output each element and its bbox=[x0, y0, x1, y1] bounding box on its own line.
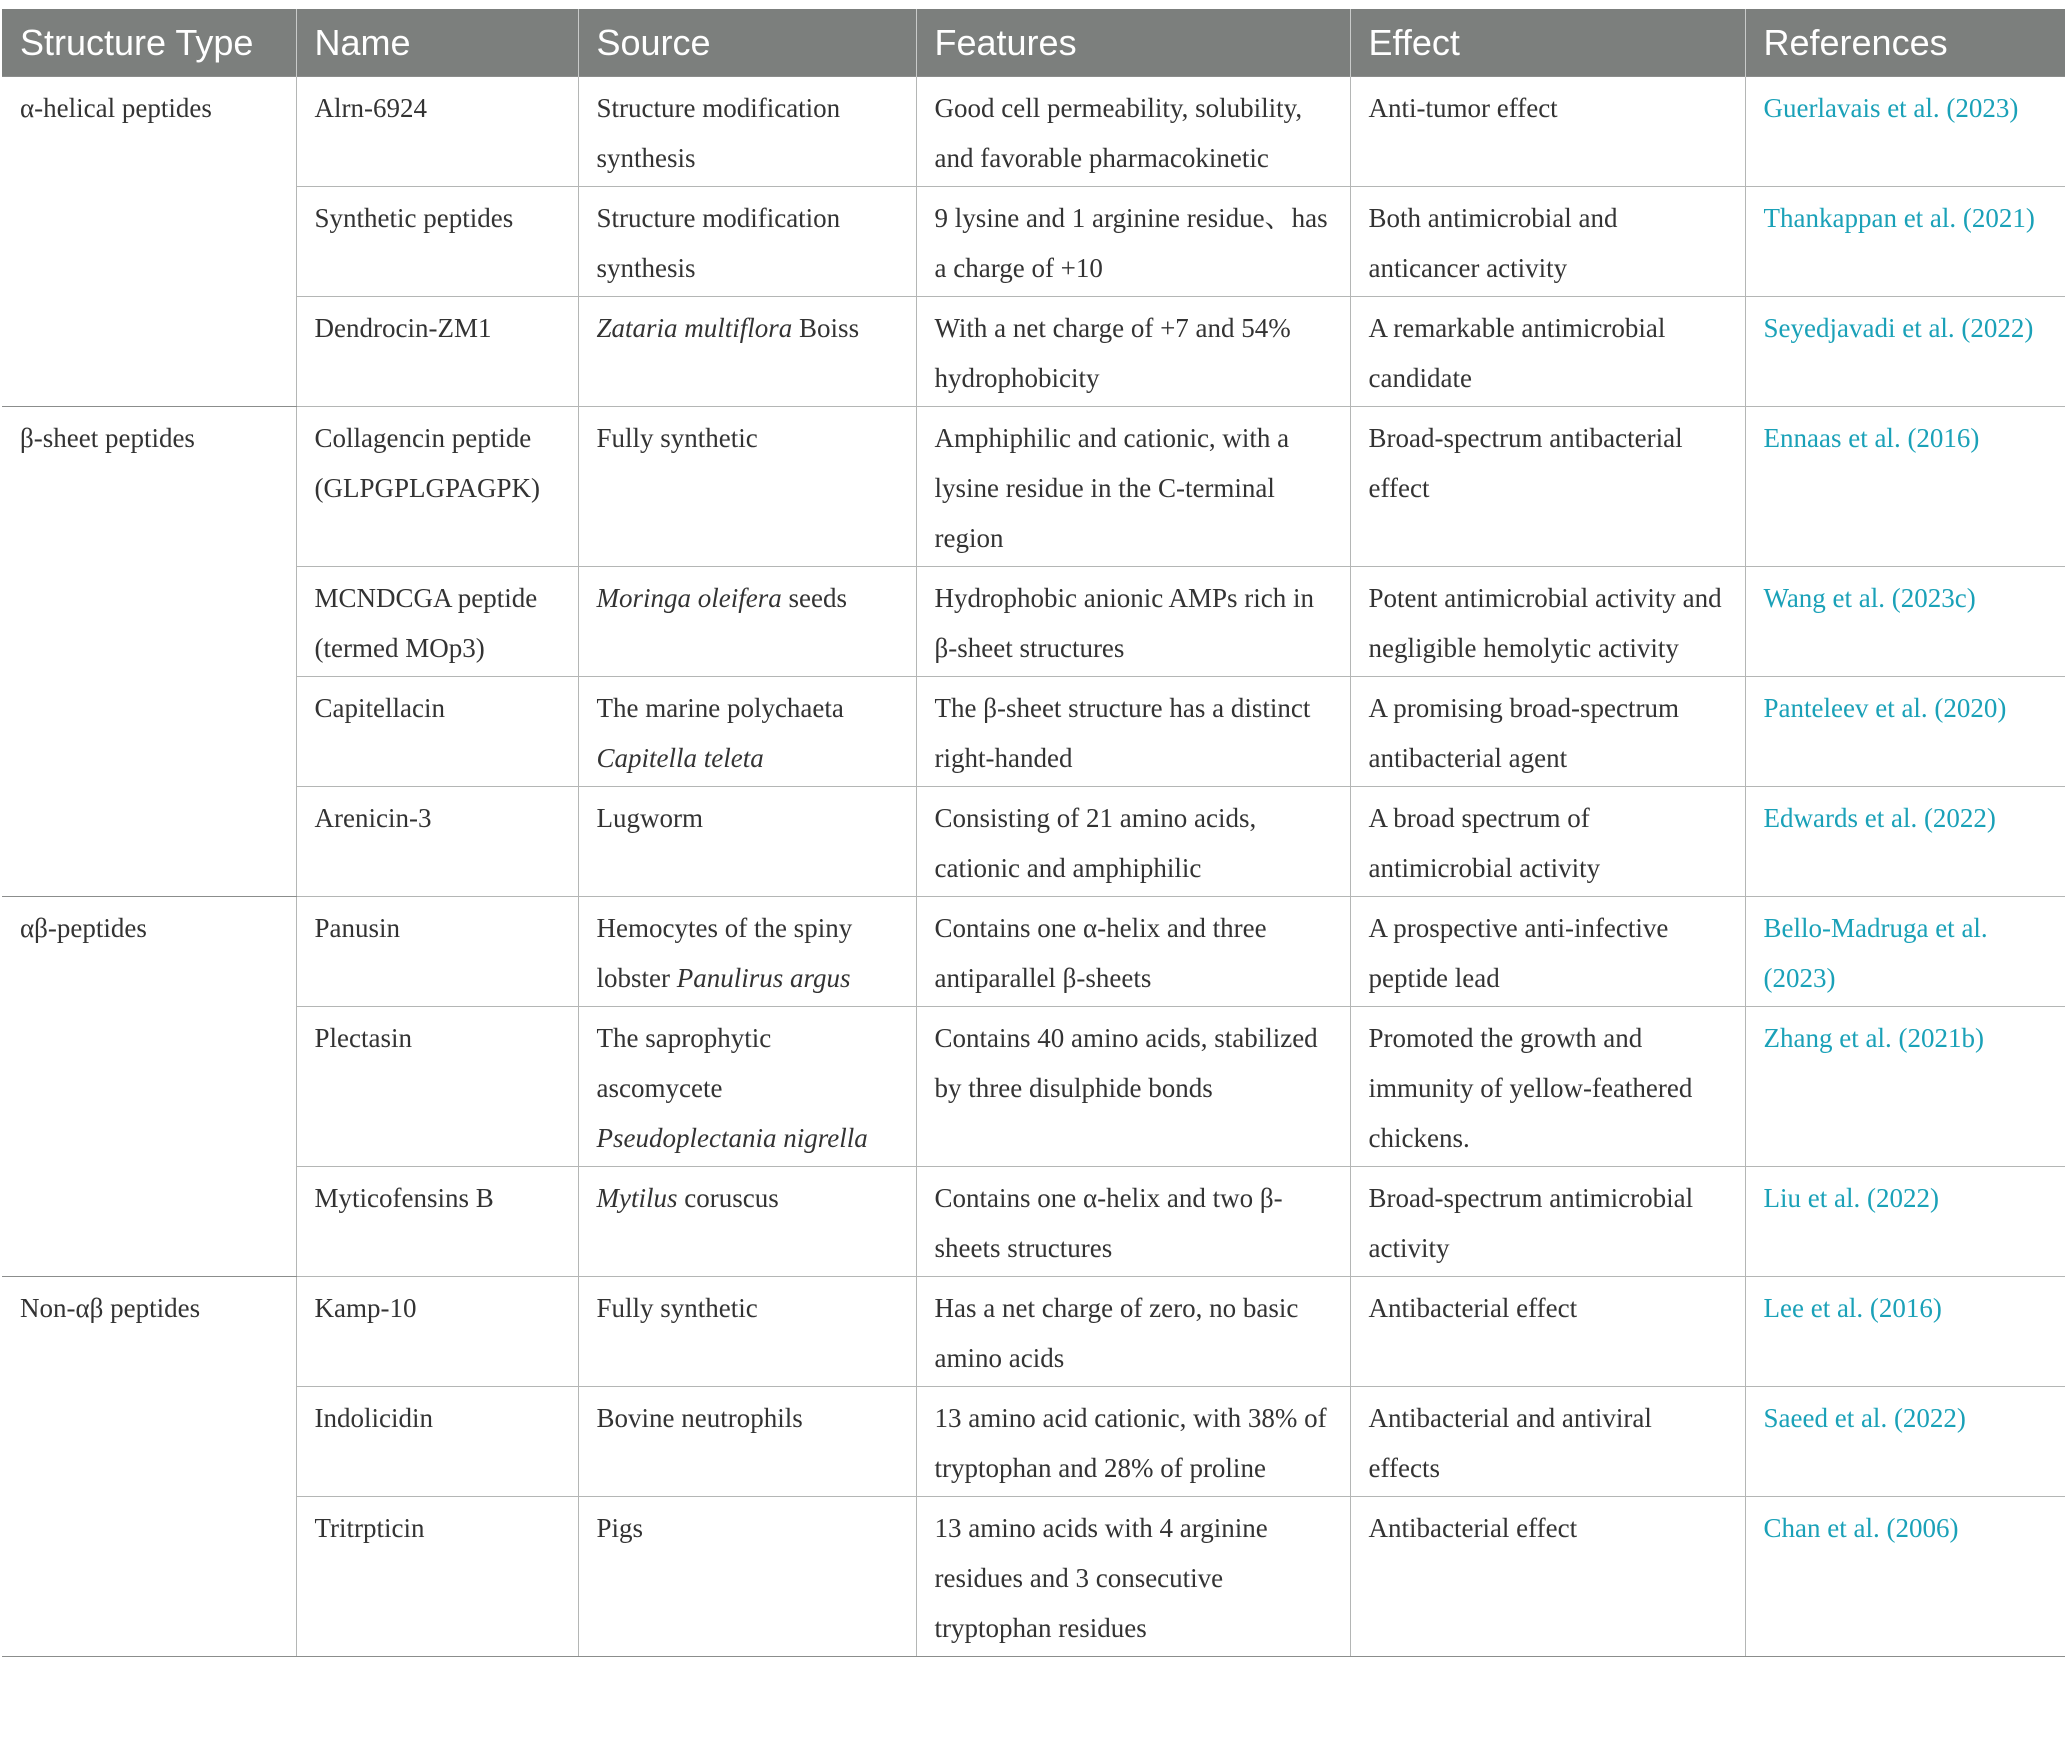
features-cell: Contains 40 amino acids, stabilized by three disulphide bonds bbox=[916, 1007, 1350, 1167]
features-cell: 9 lysine and 1 arginine residue、has a charge of +10 bbox=[916, 187, 1350, 297]
effect-cell: Promoted the growth and immunity of yellow-feathered chickens. bbox=[1350, 1007, 1745, 1167]
effect-cell: Anti-tumor effect bbox=[1350, 77, 1745, 187]
structure-type-cell: Non-αβ peptides bbox=[2, 1277, 296, 1657]
features-cell: With a net charge of +7 and 54% hydrophobicity bbox=[916, 297, 1350, 407]
reference-link[interactable]: Zhang et al. (2021b) bbox=[1745, 1007, 2065, 1167]
header-row bbox=[2, 9, 2065, 77]
header-effect: Effect bbox=[1350, 9, 1745, 77]
effect-cell: Antibacterial effect bbox=[1350, 1497, 1745, 1657]
features-cell: The β-sheet structure has a distinct right-handed bbox=[916, 677, 1350, 787]
header-features: Features bbox=[916, 9, 1350, 77]
source-text: The saprophytic ascomycete bbox=[596, 1023, 772, 1103]
source-cell bbox=[578, 297, 916, 407]
source-cell bbox=[578, 897, 916, 1007]
table-header bbox=[2, 9, 2065, 77]
species-name: Panulirus argus bbox=[676, 963, 851, 993]
species-name: Capitella teleta bbox=[596, 743, 764, 773]
features-cell: Has a net charge of zero, no basic amino acids bbox=[916, 1277, 1350, 1387]
reference-link[interactable]: Edwards et al. (2022) bbox=[1745, 787, 2065, 897]
name-cell: Myticofensins B bbox=[296, 1167, 578, 1277]
features-cell: Hydrophobic anionic AMPs rich in β-sheet structures bbox=[916, 567, 1350, 677]
effect-cell: A broad spectrum of antimicrobial activity bbox=[1350, 787, 1745, 897]
table-row bbox=[2, 897, 2065, 1007]
source-cell bbox=[578, 1007, 916, 1167]
source-text: The marine polychaeta bbox=[596, 693, 844, 723]
reference-link[interactable]: Liu et al. (2022) bbox=[1745, 1167, 2065, 1277]
name-cell: Capitellacin bbox=[296, 677, 578, 787]
table-row bbox=[2, 1007, 2065, 1167]
table-row bbox=[2, 407, 2065, 567]
name-cell: Dendrocin-ZM1 bbox=[296, 297, 578, 407]
structure-type-cell: α-helical peptides bbox=[2, 77, 296, 407]
table-row bbox=[2, 677, 2065, 787]
features-cell: 13 amino acids with 4 arginine residues and 3 consecutive tryptophan residues bbox=[916, 1497, 1350, 1657]
source-cell: Fully synthetic bbox=[578, 1277, 916, 1387]
effect-cell: A remarkable antimicrobial candidate bbox=[1350, 297, 1745, 407]
table-row bbox=[2, 1387, 2065, 1497]
reference-link[interactable]: Guerlavais et al. (2023) bbox=[1745, 77, 2065, 187]
effect-cell: Antibacterial effect bbox=[1350, 1277, 1745, 1387]
structure-type-cell: αβ-peptides bbox=[2, 897, 296, 1277]
source-cell: Structure modification synthesis bbox=[578, 187, 916, 297]
reference-link[interactable]: Chan et al. (2006) bbox=[1745, 1497, 2065, 1657]
species-name: Moringa oleifera bbox=[596, 583, 782, 613]
features-cell: Contains one α-helix and three antiparallel β-sheets bbox=[916, 897, 1350, 1007]
table-body bbox=[2, 77, 2065, 1657]
species-name: Pseudoplectania nigrella bbox=[596, 1123, 868, 1153]
source-text: Boiss bbox=[792, 313, 860, 343]
features-cell: 13 amino acid cationic, with 38% of tryptophan and 28% of proline bbox=[916, 1387, 1350, 1497]
reference-link[interactable]: Bello-Madruga et al. (2023) bbox=[1745, 897, 2065, 1007]
effect-cell: Broad-spectrum antimicrobial activity bbox=[1350, 1167, 1745, 1277]
table-row bbox=[2, 787, 2065, 897]
table-row bbox=[2, 187, 2065, 297]
features-cell: Contains one α-helix and two β-sheets structures bbox=[916, 1167, 1350, 1277]
header-name: Name bbox=[296, 9, 578, 77]
table-row bbox=[2, 1167, 2065, 1277]
peptide-table bbox=[2, 9, 2065, 1657]
effect-cell: A prospective anti-infective peptide lead bbox=[1350, 897, 1745, 1007]
source-cell: Structure modification synthesis bbox=[578, 77, 916, 187]
source-cell bbox=[578, 567, 916, 677]
header-source: Source bbox=[578, 9, 916, 77]
reference-link[interactable]: Seyedjavadi et al. (2022) bbox=[1745, 297, 2065, 407]
name-cell: Indolicidin bbox=[296, 1387, 578, 1497]
table-row bbox=[2, 297, 2065, 407]
structure-type-cell: β-sheet peptides bbox=[2, 407, 296, 897]
source-cell: Lugworm bbox=[578, 787, 916, 897]
table-row bbox=[2, 1497, 2065, 1657]
source-cell bbox=[578, 677, 916, 787]
header-references: References bbox=[1745, 9, 2065, 77]
source-text: coruscus bbox=[677, 1183, 779, 1213]
effect-cell: Both antimicrobial and anticancer activity bbox=[1350, 187, 1745, 297]
table-row bbox=[2, 1277, 2065, 1387]
source-cell: Bovine neutrophils bbox=[578, 1387, 916, 1497]
species-name: Zataria multiflora bbox=[596, 313, 793, 343]
effect-cell: A promising broad-spectrum antibacterial agent bbox=[1350, 677, 1745, 787]
features-cell: Consisting of 21 amino acids, cationic and amphiphilic bbox=[916, 787, 1350, 897]
table-row bbox=[2, 567, 2065, 677]
features-cell: Good cell permeability, solubility, and favorable pharmacokinetic bbox=[916, 77, 1350, 187]
source-text: seeds bbox=[781, 583, 847, 613]
source-cell: Pigs bbox=[578, 1497, 916, 1657]
source-text: Hemocytes of the spiny lobster bbox=[596, 913, 853, 993]
name-cell: Arenicin-3 bbox=[296, 787, 578, 897]
reference-link[interactable]: Thankappan et al. (2021) bbox=[1745, 187, 2065, 297]
name-cell: Collagencin peptide (GLPGPLGPAGPK) bbox=[296, 407, 578, 567]
features-cell: Amphiphilic and cationic, with a lysine residue in the C-terminal region bbox=[916, 407, 1350, 567]
species-name: Mytilus bbox=[596, 1183, 678, 1213]
name-cell: Synthetic peptides bbox=[296, 187, 578, 297]
effect-cell: Potent antimicrobial activity and negligible hemolytic activity bbox=[1350, 567, 1745, 677]
name-cell: Plectasin bbox=[296, 1007, 578, 1167]
name-cell: Alrn-6924 bbox=[296, 77, 578, 187]
header-structure-type: Structure Type bbox=[2, 9, 296, 77]
reference-link[interactable]: Wang et al. (2023c) bbox=[1745, 567, 2065, 677]
effect-cell: Broad-spectrum antibacterial effect bbox=[1350, 407, 1745, 567]
source-cell bbox=[578, 1167, 916, 1277]
reference-link[interactable]: Saeed et al. (2022) bbox=[1745, 1387, 2065, 1497]
table-row bbox=[2, 77, 2065, 187]
effect-cell: Antibacterial and antiviral effects bbox=[1350, 1387, 1745, 1497]
peptide-table-container bbox=[2, 9, 2065, 1657]
name-cell: Panusin bbox=[296, 897, 578, 1007]
name-cell: MCNDCGA peptide (termed MOp3) bbox=[296, 567, 578, 677]
reference-link[interactable]: Panteleev et al. (2020) bbox=[1745, 677, 2065, 787]
source-cell: Fully synthetic bbox=[578, 407, 916, 567]
name-cell: Kamp-10 bbox=[296, 1277, 578, 1387]
reference-link[interactable]: Lee et al. (2016) bbox=[1745, 1277, 2065, 1387]
reference-link[interactable]: Ennaas et al. (2016) bbox=[1745, 407, 2065, 567]
name-cell: Tritrpticin bbox=[296, 1497, 578, 1657]
